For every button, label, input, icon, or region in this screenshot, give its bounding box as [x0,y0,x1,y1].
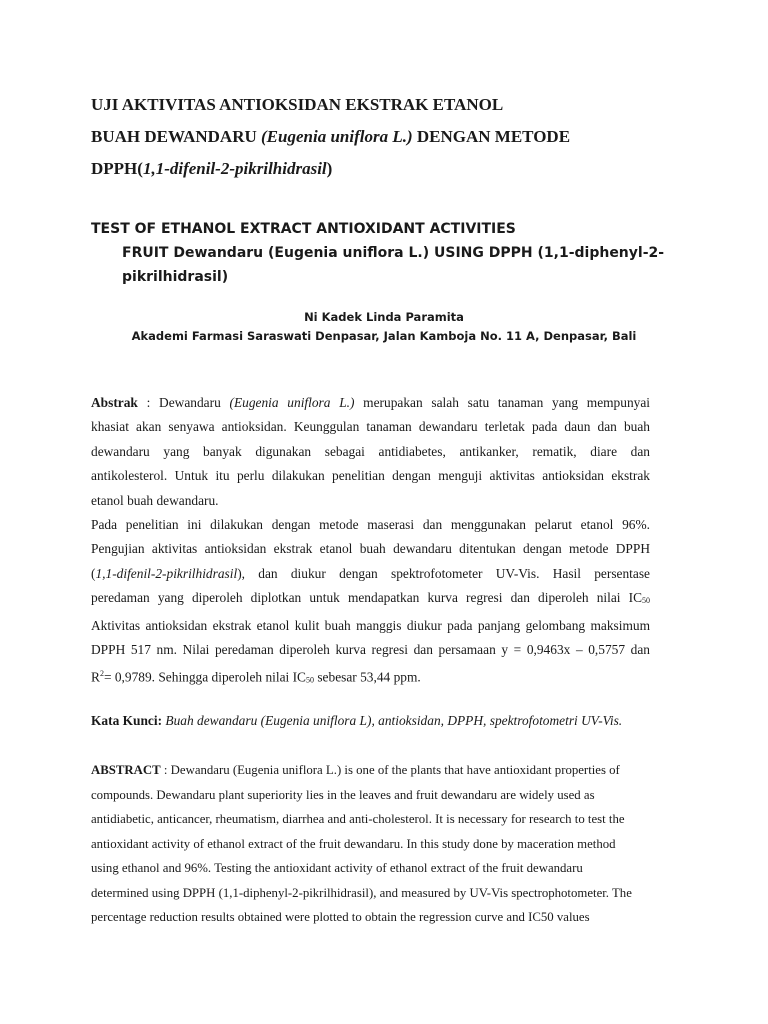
abstract-label: ABSTRACT [91,763,161,777]
keywords-label: Kata Kunci: [91,713,163,728]
abstrak-paragraph [91,391,650,693]
title-en-line-1: TEST OF ETHANOL EXTRACT ANTIOXIDANT ACTIVITIES [91,221,516,237]
abstrak-label: Abstrak [91,395,138,410]
title-id-line-2: BUAH DEWANDARU (Eugenia uniflora L.) DENGAN METODE [91,127,571,146]
abstrak-line: DPPH 517 nm. Nilai peredaman diperoleh kurva regresi dan persamaan y = 0,9463x – 0,5757 dan [91,642,650,658]
abstrak-line: dewandaru yang banyak digunakan sebagai antidiabetes, antikanker, rematik, diare dan [91,443,650,459]
keywords-paragraph [91,709,650,733]
author-name: Ni Kadek Linda Paramita [304,310,464,324]
abstract-line: determined using DPPH (1,1-diphenyl-2-pikrilhidrasil), and measured by UV-Vis spectrophotometer. The [91,885,632,900]
title-indonesian [91,89,691,185]
abstrak-line: Pengujian aktivitas antioksidan ekstrak etanol buah dewandaru ditentukan dengan metode DPPH [91,541,650,557]
title-en-line-2: FRUIT Dewandaru (Eugenia uniflora L.) USING DPPH (1,1-diphenyl-2- [122,245,665,261]
abstrak-line: peredaman yang diperoleh diplotkan untuk mendapatkan kurva regresi dan diperoleh nilai $IC_{50}$ [91,590,650,606]
keywords-line: Kata Kunci: Buah dewandaru (Eugenia uniflora L), antioksidan, DPPH, spektrofotometri UV-Vis. [91,713,623,728]
author-affiliation: Akademi Farmasi Saraswati Denpasar, Jalan Kamboja No. 11 A, Denpasar, Bali [131,329,637,343]
title-en-line-3: pikrilhidrasil) [122,269,229,285]
species-name: (Eugenia uniflora L.) [261,127,413,146]
abstrak-line: antikolesterol. Untuk itu perlu dilakukan penelitian dengan menguji aktivitas antioksidan ekstrak [91,468,650,484]
abstrak-line: etanol buah dewandaru. [91,492,219,508]
abstrak-line: Aktivitas antioksidan ekstrak etanol kulit buah manggis diukur pada panjang gelombang maksimum [91,617,650,633]
abstract-english-paragraph [91,758,650,930]
title-id-line-1: UJI AKTIVITAS ANTIOKSIDAN EKSTRAK ETANOL [91,95,504,114]
abstrak-line: Abstrak : Dewandaru (Eugenia uniflora L.) merupakan salah satu tanaman yang mempunyai [91,395,650,410]
abstrak-line: $R^2= 0,9789$. Sehingga diperoleh nilai $IC_{50}$ sebesar 53,44 ppm. [91,669,421,685]
abstract-line: ABSTRACT : Dewandaru (Eugenia uniflora L.) is one of the plants that have antioxidant properties of [91,763,620,777]
abstract-line: antidiabetic, anticancer, rheumatism, diarrhea and anti-cholesterol. It is necessary for research to test the [91,812,625,826]
abstract-line: compounds. Dewandaru plant superiority lies in the leaves and fruit dewandaru are widely used as [91,787,595,802]
title-english [91,217,671,289]
abstract-line: percentage reduction results obtained were plotted to obtain the regression curve and IC50 values [91,910,590,924]
title-id-line-3: DPPH(1,1-difenil-2-pikrilhidrasil) [91,159,333,178]
abstrak-line: Pada penelitian ini dilakukan dengan metode maserasi dan menggunakan pelarut etanol 96%. [91,517,650,533]
abstract-line: using ethanol and 96%. Testing the antioxidant activity of ethanol extract of the fruit dewandaru [91,861,583,875]
abstract-line: antioxidant activity of ethanol extract of the fruit dewandaru. In this study done by maceration method [91,836,616,851]
abstrak-line: (1,1-difenil-2-pikrilhidrasil), dan diukur dengan spektrofotometer UV-Vis. Hasil persentase [91,565,650,581]
abstrak-line: khasiat akan senyawa antioksidan. Keunggulan tanaman dewandaru terletak pada daun dan buah [91,419,650,435]
